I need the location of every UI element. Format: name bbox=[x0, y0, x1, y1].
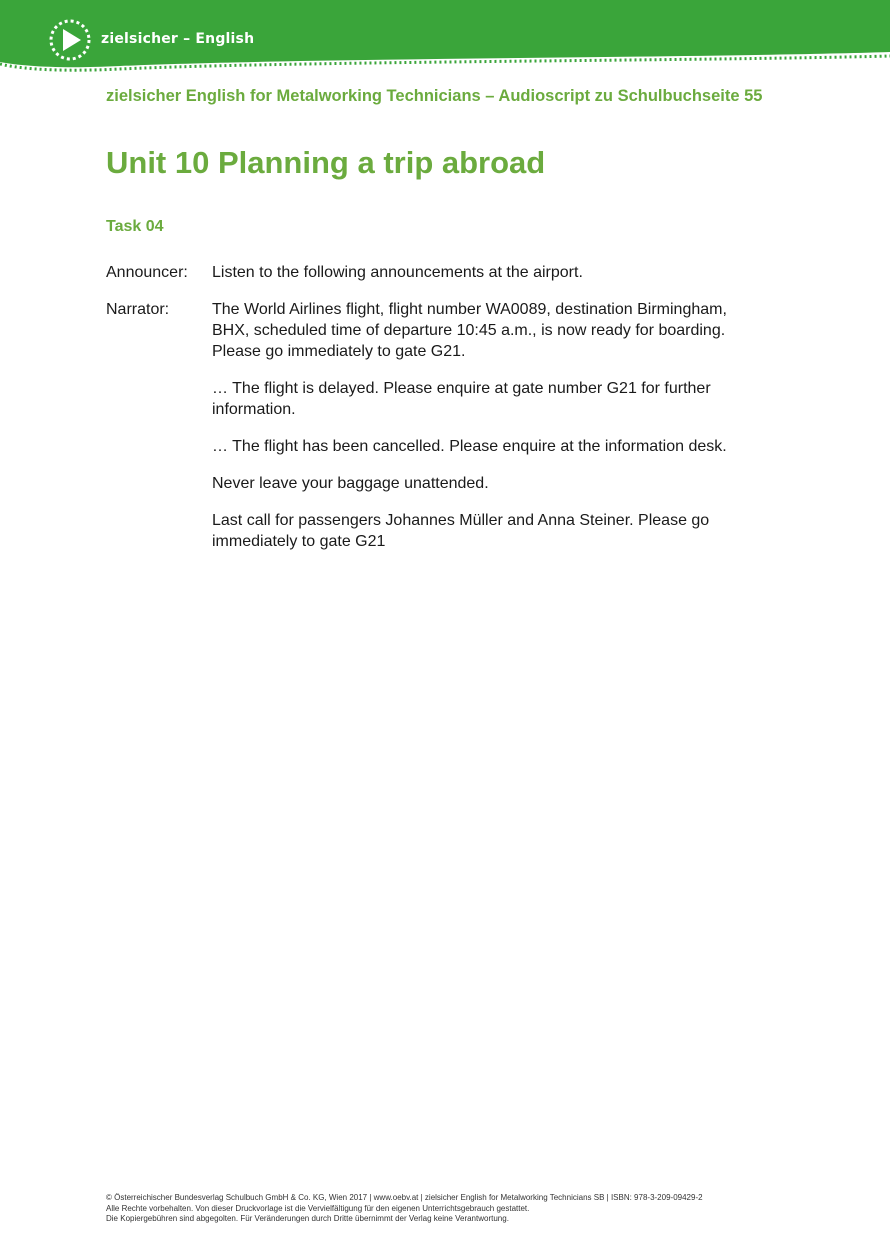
task-label: Task 04 bbox=[106, 218, 164, 235]
footer-line: © Österreichischer Bundesverlag Schulbuch GmbH & Co. KG, Wien 2017 | www.oebv.at | zielsicher English for Metalworking Technicians SB | ISBN: 978-3-209-09429-2 bbox=[106, 1193, 703, 1202]
footer-line: Die Kopiergebühren sind abgegolten. Für Veränderungen durch Dritte übernimmt der Verlag keine Verantwortung. bbox=[106, 1214, 509, 1223]
script-line: … The flight is delayed. Please enquire at gate number G21 for further information. bbox=[212, 380, 711, 418]
script-entry-narrator bbox=[106, 299, 786, 552]
script-entry-announcer bbox=[106, 262, 786, 283]
page-title: Unit 10 Planning a trip abroad bbox=[106, 145, 546, 180]
logo-text: zielsicher – English bbox=[101, 31, 255, 47]
footer-line: Alle Rechte vorbehalten. Von dieser Druckvorlage ist die Vervielfältigung für den eigenen Unterrichtsgebrauch gestattet. bbox=[106, 1203, 530, 1213]
speaker-lines bbox=[212, 299, 752, 552]
script-line: The World Airlines flight, flight number WA0089, destination Birmingham, BHX, scheduled time of departure 10:45 a.m., is now ready for boarding. Please go immediately to gate G21. bbox=[212, 301, 727, 360]
speaker-label: Narrator: bbox=[106, 301, 170, 318]
script-line: Listen to the following announcements at the airport. bbox=[212, 264, 583, 281]
speaker-label: Announcer: bbox=[106, 264, 188, 281]
speaker-lines bbox=[212, 262, 752, 283]
copyright-footer bbox=[106, 1193, 806, 1225]
document-subtitle: zielsicher English for Metalworking Technicians – Audioscript zu Schulbuchseite 55 bbox=[106, 87, 763, 105]
header-banner bbox=[0, 0, 890, 78]
audioscript bbox=[106, 262, 786, 568]
script-line: Never leave your baggage unattended. bbox=[212, 475, 489, 492]
script-line: Last call for passengers Johannes Müller and Anna Steiner. Please go immediately to gate G21 bbox=[212, 512, 710, 550]
script-line: … The flight has been cancelled. Please enquire at the information desk. bbox=[212, 438, 727, 455]
